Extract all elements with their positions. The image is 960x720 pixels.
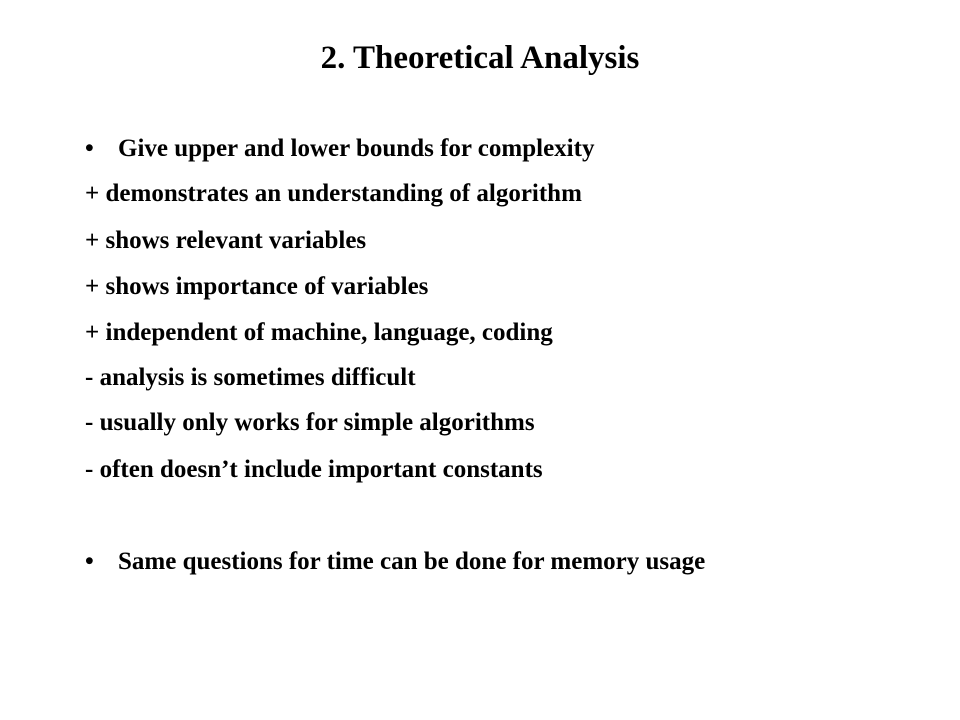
point-item: + shows relevant variables	[85, 227, 367, 254]
bullet-symbol: •	[85, 548, 94, 575]
bullet-text-bounds: Give upper and lower bounds for complexity	[118, 135, 595, 162]
point-item: + independent of machine, language, coding	[85, 319, 553, 346]
bullet-text-memory: Same questions for time can be done for memory usage	[118, 548, 706, 575]
bullet-symbol: •	[85, 135, 94, 162]
point-item: + shows importance of variables	[85, 273, 429, 300]
slide-title: 2. Theoretical Analysis	[320, 40, 640, 76]
point-item: - often doesn’t include important constants	[85, 456, 543, 483]
point-item: - usually only works for simple algorithms	[85, 409, 535, 436]
point-item: + demonstrates an understanding of algorithm	[85, 180, 582, 207]
point-item: - analysis is sometimes difficult	[85, 364, 416, 391]
